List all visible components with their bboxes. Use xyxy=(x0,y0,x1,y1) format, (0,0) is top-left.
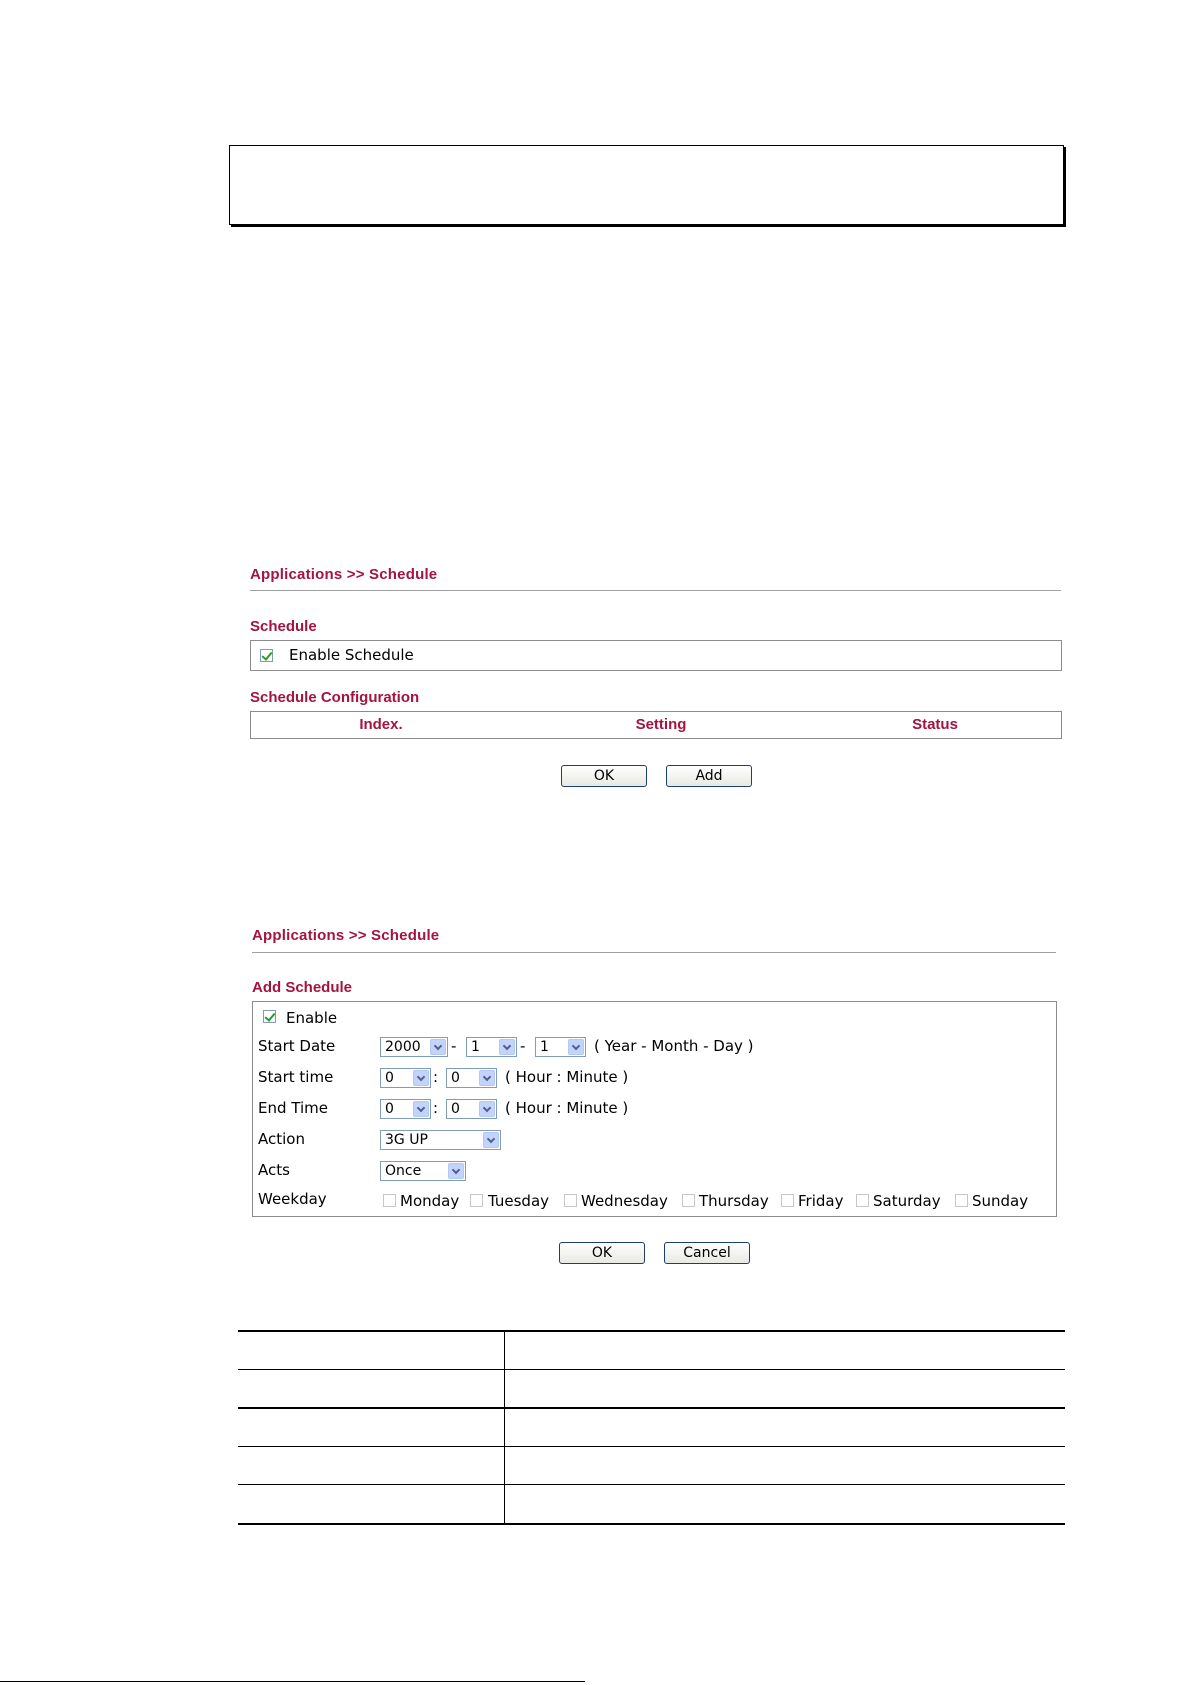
weekday-checkbox-friday xyxy=(781,1194,794,1207)
start-year-value: 2000 xyxy=(385,1039,421,1055)
weekday-checkbox-saturday xyxy=(856,1194,869,1207)
enable-schedule-checkbox[interactable] xyxy=(260,649,273,662)
time-separator: : xyxy=(433,1099,439,1117)
end-hour-select[interactable] xyxy=(380,1099,431,1119)
breadcrumb: Applications >> Schedule xyxy=(252,927,440,944)
acts-value: Once xyxy=(385,1163,422,1179)
start-month-value: 1 xyxy=(471,1039,480,1055)
column-header-status: Status xyxy=(912,716,958,733)
acts-select[interactable] xyxy=(380,1161,466,1181)
start-minute-select[interactable] xyxy=(446,1068,497,1088)
breadcrumb: Applications >> Schedule xyxy=(250,566,438,583)
chevron-down-icon xyxy=(483,1132,499,1148)
end-minute-value: 0 xyxy=(451,1101,460,1117)
schedule-section-title: Schedule xyxy=(250,618,317,635)
action-value: 3G UP xyxy=(385,1132,428,1148)
weekday-checkbox-monday xyxy=(383,1194,396,1207)
footnote-rule xyxy=(0,1681,585,1682)
breadcrumb-divider xyxy=(252,952,1056,953)
start-time-label: Start time xyxy=(258,1068,334,1086)
weekday-label-thursday: Thursday xyxy=(699,1192,769,1210)
time-separator: : xyxy=(433,1068,439,1086)
enable-schedule-label: Enable Schedule xyxy=(289,646,414,664)
weekday-checkbox-wednesday xyxy=(564,1194,577,1207)
weekday-checkbox-tuesday xyxy=(470,1194,483,1207)
cancel-button[interactable]: Cancel xyxy=(664,1242,750,1264)
time-format-hint: ( Hour : Minute ) xyxy=(505,1068,629,1086)
weekday-label-monday: Monday xyxy=(400,1192,460,1210)
column-header-index: Index. xyxy=(359,716,403,733)
chevron-down-icon xyxy=(413,1101,429,1117)
weekday-label-wednesday: Wednesday xyxy=(581,1192,668,1210)
start-date-label: Start Date xyxy=(258,1037,336,1055)
start-hour-select[interactable] xyxy=(380,1068,431,1088)
add-schedule-title: Add Schedule xyxy=(252,979,353,996)
action-label: Action xyxy=(258,1130,305,1148)
start-hour-value: 0 xyxy=(385,1070,394,1086)
ok-button[interactable]: OK xyxy=(559,1242,645,1264)
time-format-hint: ( Hour : Minute ) xyxy=(505,1099,629,1117)
date-separator: - xyxy=(520,1037,526,1055)
start-day-select[interactable] xyxy=(535,1037,586,1057)
table-rule xyxy=(238,1446,1065,1447)
add-schedule-frame xyxy=(252,1001,1057,1217)
chevron-down-icon xyxy=(479,1070,495,1086)
end-hour-value: 0 xyxy=(385,1101,394,1117)
chevron-down-icon xyxy=(448,1163,464,1179)
enable-checkbox[interactable] xyxy=(263,1010,276,1023)
start-minute-value: 0 xyxy=(451,1070,460,1086)
end-time-label: End Time xyxy=(258,1099,328,1117)
weekday-label-saturday: Saturday xyxy=(873,1192,941,1210)
start-year-select[interactable] xyxy=(380,1037,448,1057)
chevron-down-icon xyxy=(430,1039,446,1055)
acts-label: Acts xyxy=(258,1161,290,1179)
column-header-setting: Setting xyxy=(635,716,687,733)
table-rule xyxy=(238,1523,1065,1525)
breadcrumb-divider xyxy=(250,590,1061,591)
start-day-value: 1 xyxy=(540,1039,549,1055)
weekday-label-tuesday: Tuesday xyxy=(488,1192,550,1210)
table-rule xyxy=(238,1407,1065,1409)
add-button[interactable]: Add xyxy=(666,765,752,787)
chevron-down-icon xyxy=(413,1070,429,1086)
schedule-enable-frame xyxy=(250,640,1062,671)
weekday-label: Weekday xyxy=(258,1190,327,1208)
weekday-label-friday: Friday xyxy=(798,1192,844,1210)
date-separator: - xyxy=(451,1037,457,1055)
schedule-config-title: Schedule Configuration xyxy=(250,689,420,706)
chevron-down-icon xyxy=(499,1039,515,1055)
table-rule xyxy=(238,1369,1065,1370)
weekday-checkbox-thursday xyxy=(682,1194,695,1207)
note-box xyxy=(229,145,1064,225)
chevron-down-icon xyxy=(479,1101,495,1117)
table-column-divider xyxy=(504,1330,505,1525)
weekday-label-sunday: Sunday xyxy=(972,1192,1029,1210)
chevron-down-icon xyxy=(568,1039,584,1055)
action-select[interactable] xyxy=(380,1130,501,1150)
schedule-config-table xyxy=(250,711,1062,739)
ok-button[interactable]: OK xyxy=(561,765,647,787)
weekday-checkbox-sunday xyxy=(955,1194,968,1207)
table-rule xyxy=(238,1330,1065,1332)
table-rule xyxy=(238,1484,1065,1485)
start-month-select[interactable] xyxy=(466,1037,517,1057)
end-minute-select[interactable] xyxy=(446,1099,497,1119)
date-format-hint: ( Year - Month - Day ) xyxy=(594,1037,754,1055)
enable-label: Enable xyxy=(286,1009,338,1027)
